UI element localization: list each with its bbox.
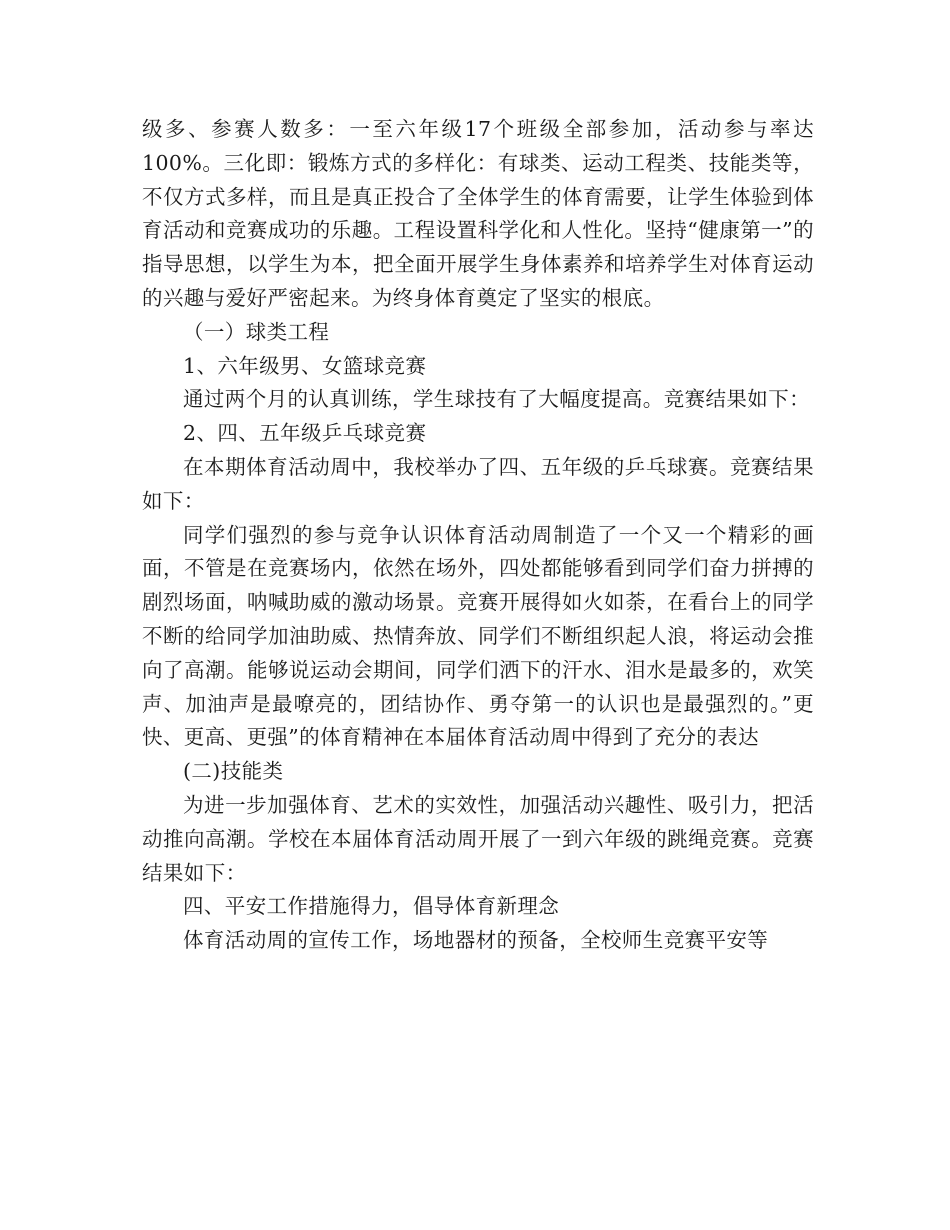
document-body [142, 113, 814, 958]
heading-safety: 四、平安工作措施得力，倡导体育新理念 [183, 894, 560, 919]
paragraph-skills: 为进一步加强体育、艺术的实效性，加强活动兴趣性、吸引力，把活动推向高潮。学校在本届体育活动周开展了一到六年级的跳绳竞赛。竞赛结果如下： [142, 792, 814, 885]
paragraph-basketball: 通过两个月的认真训练，学生球技有了大幅度提高。竞赛结果如下： [183, 387, 810, 412]
heading-ball-projects: （一）球类工程 [183, 319, 330, 344]
heading-skills: (二)技能类 [183, 759, 284, 784]
heading-table-tennis: 2、四、五年级乒乓球竞赛 [183, 421, 427, 446]
paragraph-intro: 级多、参赛人数多：一至六年级17个班级全部参加，活动参与率达100%。三化即：锻炼方式的多样化：有球类、运动工程类、技能类等，不仅方式多样，而且是真正投合了全体学生的体育需要，让学生体验到体育活动和竞赛成功的乐趣。工程设置科学化和人性化。坚持“健康第一”的指导思想，以学生为本，把全面开展学生身体素养和培养学生对体育运动的兴趣与爱好严密起来。为终身体育奠定了坚实的根底。 [142, 117, 814, 310]
paragraph-table-tennis: 在本期体育活动周中，我校举办了四、五年级的乒乓球赛。竞赛结果如下： [142, 454, 814, 513]
heading-basketball: 1、六年级男、女篮球竞赛 [183, 353, 427, 378]
paragraph-spirit: 同学们强烈的参与竞争认识体育活动周制造了一个又一个精彩的画面，不管是在竞赛场内，依然在场外，四处都能够看到同学们奋力拼搏的剧烈场面，呐喊助威的激动场景。竞赛开展得如火如荼，在看台上的同学不断的给同学加油助威、热情奔放、同学们不断组织起人浪，将运动会推向了高潮。能够说运动会期间，同学们洒下的汗水、泪水是最多的，欢笑声、加油声是最嘹亮的，团结协作、勇夺第一的认识也是最强烈的。”更快、更高、更强”的体育精神在本届体育活动周中得到了充分的表达 [142, 522, 814, 750]
paragraph-safety: 体育活动周的宣传工作，场地器材的预备，全校师生竞赛平安等 [183, 928, 769, 953]
